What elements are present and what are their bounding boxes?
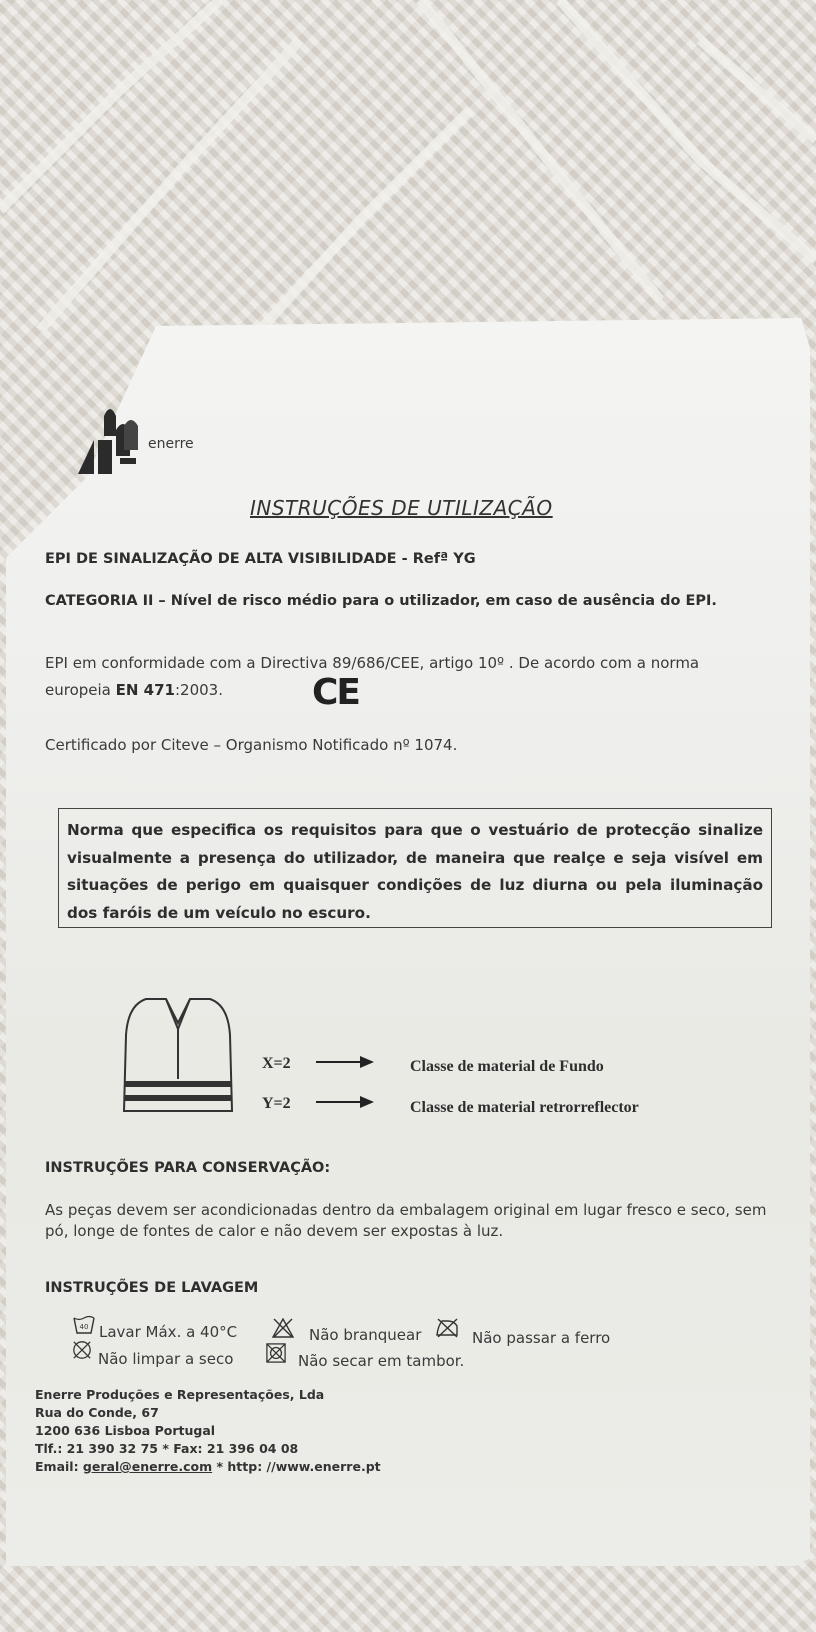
company-name: Enerre Produções e Representações, Lda [35, 1387, 325, 1402]
class-x-label: X=2 [262, 1055, 291, 1072]
no-dry-clean-label: Não limpar a seco [98, 1350, 234, 1368]
no-tumble-dry-label: Não secar em tambor. [298, 1352, 465, 1370]
class-y-description: Classe de material retrorreflector [410, 1099, 639, 1116]
conservation-heading: INSTRUÇÕES PARA CONSERVAÇÃO: [45, 1160, 331, 1176]
company-email-link[interactable]: geral@enerre.com [82, 1459, 213, 1474]
arrow-right-icon [316, 1096, 374, 1108]
email-label: Email: [35, 1459, 83, 1474]
company-street: Rua do Conde, 67 [35, 1405, 159, 1420]
conformity-text [45, 650, 745, 704]
no-iron-label: Não passar a ferro [472, 1329, 611, 1347]
company-phone: Tlf.: 21 390 32 75 * Fax: 21 396 04 08 [35, 1441, 299, 1456]
norm-year: :2003. [174, 681, 223, 699]
wash-max-label: Lavar Máx. a 40°C [99, 1323, 238, 1341]
norm-description-box [58, 808, 772, 928]
vest-icon [116, 995, 240, 1113]
company-city: 1200 636 Lisboa Portugal [35, 1423, 216, 1438]
no-bleach-icon [272, 1318, 294, 1338]
conformity-prefix: europeia [45, 681, 116, 699]
company-address [35, 1386, 381, 1476]
no-bleach-label: Não branquear [309, 1326, 422, 1344]
conservation-text: As peças devem ser acondicionadas dentro da embalagem original em lugar fresco e seco, sem pó, longe de fontes de calor e não devem ser expostas à luz. [45, 1201, 767, 1240]
norm-code: EN 471 [115, 681, 175, 699]
no-iron-icon [436, 1318, 458, 1338]
conformity-line-2 [45, 677, 745, 704]
class-x-description: Classe de material de Fundo [410, 1058, 604, 1075]
no-tumble-dry-icon [265, 1343, 287, 1363]
epi-reference: EPI DE SINALIZAÇÃO DE ALTA VISIBILIDADE - Refª YG [45, 551, 476, 567]
ce-mark: CE [312, 672, 360, 713]
norm-description: Norma que especifica os requisitos para que o vestuário de protecção sinalize visualmente a presença do utilizador, de maneira que realçe e seja visível em situações de perigo em quaisquer condições de luz diurna ou pela iluminação dos faróis de um veículo no escuro. [67, 821, 763, 922]
washing-heading: INSTRUÇÕES DE LAVAGEM [45, 1280, 259, 1296]
conformity-line-1: EPI em conformidade com a Directiva 89/686/CEE, artigo 10º . De acordo com a norma [45, 654, 700, 672]
wash-tub-icon [73, 1315, 95, 1335]
document-title: INSTRUÇÕES DE UTILIZAÇÃO [250, 496, 553, 520]
category-line: CATEGORIA II – Nível de risco médio para o utilizador, em caso de ausência do EPI. [45, 593, 717, 609]
arrow-right-icon [316, 1056, 374, 1068]
wash-temp-text: 40 [79, 1323, 89, 1331]
certificate-line: Certificado por Citeve – Organismo Notificado nº 1074. [45, 736, 458, 754]
class-y-label: Y=2 [262, 1095, 291, 1112]
company-contact [35, 1458, 381, 1476]
brand-name: enerre [148, 436, 194, 452]
fabric-background [0, 0, 816, 330]
enerre-logo-icon [78, 400, 142, 474]
company-website: * http: //www.enerre.pt [212, 1459, 381, 1474]
no-dry-clean-icon [71, 1340, 93, 1360]
